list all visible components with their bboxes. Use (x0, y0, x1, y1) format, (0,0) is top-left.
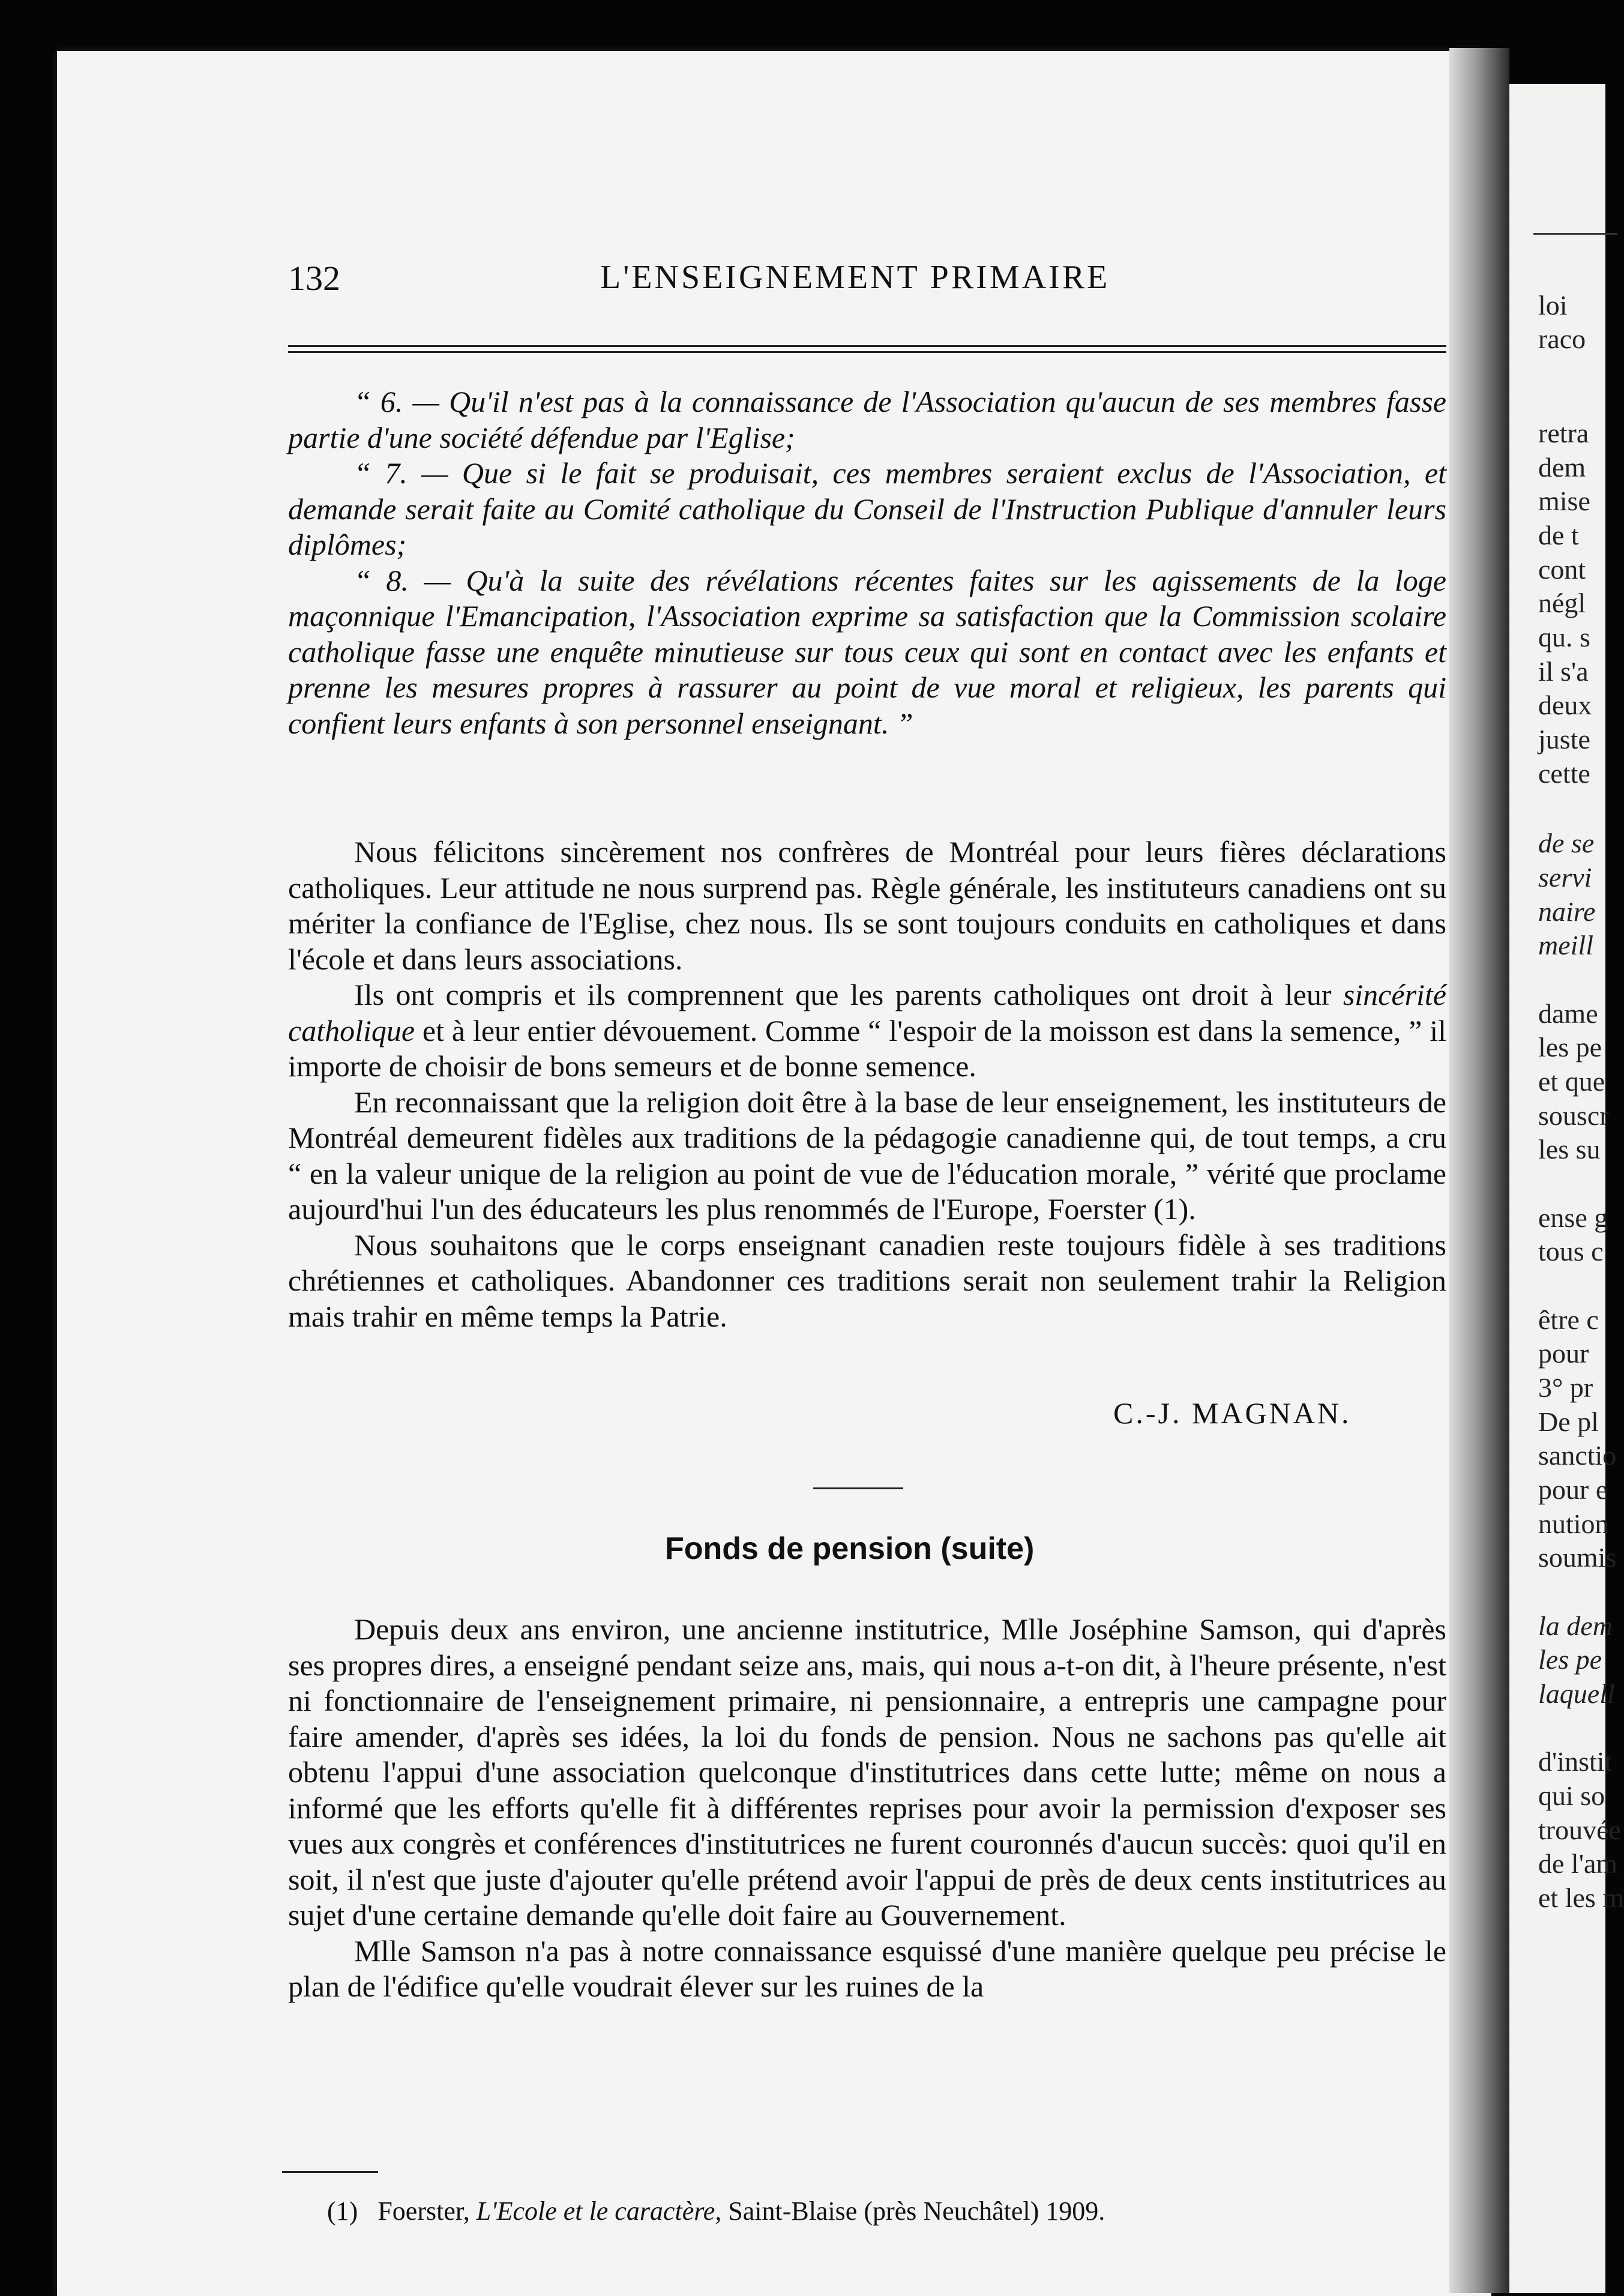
facing-line: pour (1538, 1338, 1589, 1369)
facing-line: qui so (1538, 1780, 1605, 1811)
signature: C.-J. MAGNAN. (1113, 1396, 1352, 1430)
footnote (327, 2196, 1105, 2226)
facing-line: négl (1538, 588, 1586, 618)
facing-line: les pe (1538, 1032, 1602, 1062)
facing-line: deux (1538, 690, 1592, 720)
body-italic-text: sincérité catholique (288, 978, 1446, 1047)
facing-line: meill (1538, 930, 1593, 960)
facing-line: de t (1538, 520, 1579, 550)
facing-line: les su (1538, 1134, 1601, 1165)
article-body (288, 834, 1446, 1334)
facing-page-rule (1533, 233, 1617, 235)
facing-line: mise (1538, 486, 1590, 516)
facing-line: de l'am (1538, 1848, 1618, 1879)
facing-line: de se (1538, 828, 1595, 858)
facing-page (1509, 84, 1624, 2293)
resolution-6: “ 6. — Qu'il n'est pas à la connaissance de l'Association qu'aucun de ses membres fasse partie d'une société défendue par l'Eglise; (288, 385, 1446, 454)
header-rule (288, 345, 1446, 347)
facing-line: ense g (1538, 1202, 1608, 1233)
facing-line: juste (1538, 724, 1590, 755)
facing-line: dame (1538, 998, 1598, 1029)
facing-line: trouvée (1538, 1815, 1621, 1845)
facing-line: être c (1538, 1304, 1599, 1335)
section-paragraph: Mlle Samson n'a pas à notre connaissance esquissé d'une manière quelque peu précise le plan de l'édifice qu'elle voudrait élever sur les ruines de la (288, 1933, 1446, 2003)
facing-line: servi (1538, 862, 1592, 893)
footnote-title: L'Ecole et le caractère, (476, 2196, 722, 2226)
facing-line: cont (1538, 554, 1586, 585)
body-paragraph: En reconnaissant que la religion doit être à la base de leur enseignement, les instituteurs de Montréal demeurent fidèles aux traditions de la pédagogie canadienne qui, de tout temps, a cru “ en la valeur unique de la religion au point de vue de l'éducation morale, ” vérité que proclame aujourd'hui l'un des éducateurs les plus renommés de l'Europe, Foerster (1). (288, 1085, 1446, 1226)
running-title: L'ENSEIGNEMENT PRIMAIRE (600, 259, 1110, 296)
footnote-author: Foerster, (377, 2196, 470, 2226)
facing-line: et que (1538, 1066, 1605, 1097)
resolutions-block (288, 384, 1446, 741)
facing-line: De pl (1538, 1406, 1599, 1437)
facing-line: raco (1538, 324, 1586, 354)
facing-line: la dem (1538, 1611, 1613, 1641)
facing-line: et les m (1538, 1882, 1624, 1913)
body-text: Ils ont compris et ils comprennent que les parents catholiques ont droit à leur (354, 978, 1343, 1011)
facing-line: les pe (1538, 1644, 1602, 1675)
footnote-rule (282, 2171, 378, 2173)
body-paragraph: Nous souhaitons que le corps enseignant canadien reste toujours fidèle à ses traditions chrétiennes et catholiques. Abandonner ces traditions serait non seulement trahir la Religion mais trahir en même temps la Patrie. (288, 1228, 1446, 1333)
facing-line: soumis (1538, 1542, 1617, 1573)
section-divider (813, 1487, 903, 1489)
footnote-rest: Saint-Blaise (près Neuchâtel) 1909. (728, 2196, 1105, 2226)
facing-line: sanctio (1538, 1440, 1617, 1471)
header-rule (288, 351, 1446, 353)
section-paragraph: Depuis deux ans environ, une ancienne institutrice, Mlle Joséphine Samson, qui d'après ses propres dires, a enseigné pendant seize ans, mais, qui nous a-t-on dit, à l'heure présente, n'est ni fonctionnaire de l'enseignement primaire, ni pensionnaire, a entrepris une campagne pour faire amender, d'après ses idées, la loi du fonds de pension. Nous ne sachons pas qu'elle ait obtenu l'appui d'une association quelconque d'institutrices dans cette lutte; même on nous a informé que les efforts qu'elle fit à différentes reprises pour avoir la permission d'exposer ses vues aux congrès et conférences d'institutrices ne furent couronnés d'aucun succès: quoi qu'il en soit, il n'est que juste d'ajouter qu'elle prétend avoir l'appui de près de deux cents institutrices au sujet d'une certaine demande qu'elle doit faire au Gouvernement. (288, 1612, 1446, 1932)
facing-line: retra (1538, 418, 1589, 448)
facing-line: il s'a (1538, 656, 1589, 687)
facing-line: souscr (1538, 1100, 1609, 1131)
facing-line: pour e (1538, 1474, 1608, 1505)
facing-line: 3° pr (1538, 1372, 1593, 1403)
facing-line: qu. s (1538, 622, 1590, 652)
facing-line: loi (1538, 290, 1568, 321)
book-gutter (1449, 48, 1509, 2293)
facing-line: cette (1538, 758, 1590, 789)
facing-line: laquell (1538, 1678, 1615, 1709)
facing-line: d'instit (1538, 1746, 1613, 1777)
page-number: 132 (288, 259, 340, 298)
body-paragraph-2 (288, 977, 1446, 1085)
facing-line: nution (1538, 1508, 1609, 1539)
facing-line: naire (1538, 896, 1596, 927)
resolution-8: “ 8. — Qu'à la suite des révélations récentes faites sur les agissements de la loge maçonnique l'Emancipation, l'Association exprime sa satisfaction que la Commission scolaire catholique fasse une enquête minutieuse sur tous ceux qui sont en contact avec les enfants et prenne les mesures propres à rassurer au point de vue moral et religieux, les parents qui confient leurs enfants à son personnel enseignant. ” (288, 563, 1446, 740)
body-text: et à leur entier dévouement. Comme “ l'espoir de la moisson est dans la semence, ” il importe de choisir de bons semeurs et de bonne semence. (288, 1013, 1446, 1083)
facing-line: tous c (1538, 1236, 1604, 1267)
footnote-marker: (1) (327, 2196, 358, 2226)
facing-line: dem (1538, 452, 1586, 483)
resolution-7: “ 7. — Que si le fait se produisait, ces membres seraient exclus de l'Association, et demande serait faite au Comité catholique du Conseil de l'Instruction Publique d'annuler leurs diplômes; (288, 456, 1446, 561)
section-body (288, 1612, 1446, 2005)
body-paragraph: Nous félicitons sincèrement nos confrères de Montréal pour leurs fières déclarations catholiques. Leur attitude ne nous surprend pas. Règle générale, les instituteurs canadiens ont su mériter la confiance de l'Eglise, chez nous. Ils se sont toujours conduits en catholiques et dans l'école et dans leurs associations. (288, 835, 1446, 976)
section-title: Fonds de pension (suite) (665, 1531, 1035, 1566)
